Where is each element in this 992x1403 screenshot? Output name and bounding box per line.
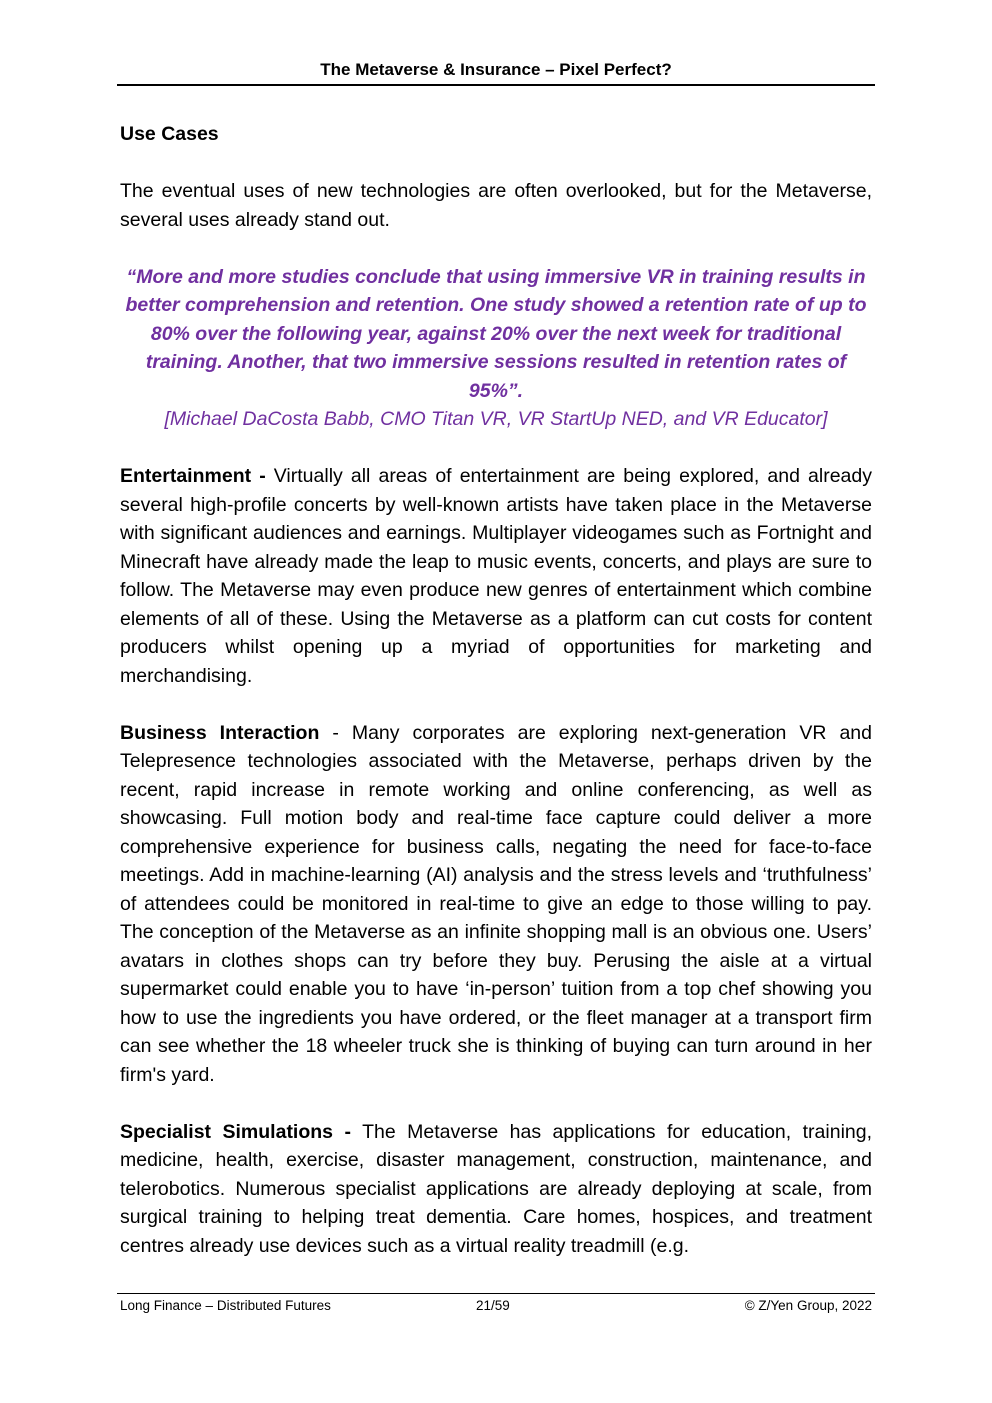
document-body	[120, 120, 872, 1289]
section-heading: Use Cases	[120, 123, 219, 145]
page-number: 21/59	[476, 1298, 510, 1313]
specialist-text: The Metaverse has applications for education, training, medicine, health, exercise, disaster management, construction, maintenance, and telerobotics. Numerous specialist applications are already deploying at scale, from surgical training to helping treat dementia. Care homes, hospices, and treatment centres already use devices such as a virtual reality treadmill (e.g.	[120, 1120, 873, 1257]
quote-attribution: [Michael DaCosta Babb, CMO Titan VR, VR StartUp NED, and VR Educator]	[164, 408, 828, 430]
footer-divider	[117, 1293, 875, 1294]
specialist-lead: Specialist Simulations -	[120, 1120, 351, 1143]
footer-publication: Long Finance – Distributed Futures	[120, 1298, 331, 1313]
specialist-paragraph	[120, 1118, 872, 1261]
page-header-title: The Metaverse & Insurance – Pixel Perfect?	[320, 60, 672, 79]
header-divider	[117, 84, 875, 86]
business-paragraph	[120, 719, 872, 1090]
pull-quote: “More and more studies conclude that using immersive VR in training results in better comprehension and retention. One study showed a retention rate of up to 80% over the following year, against 20% over the next week for traditional training. Another, that two immersive sessions resulted in retention rates of 95%”.	[125, 265, 867, 402]
business-text: - Many corporates are exploring next-generation VR and Telepresence technologies associated with the Metaverse, perhaps driven by the recent, rapid increase in remote working and online conferencing, as well as showcasing. Full motion body and real-time face capture could deliver a more comprehensive experience for business calls, negating the need for face-to-face meetings. Add in machine-learning (AI) analysis and the stress levels and ‘truthfulness’ of attendees could be monitored in real-time to give an edge to those willing to pay. The conception of the Metaverse as an infinite shopping mall is an obvious one. Users’ avatars in clothes shops can try before they buy. Perusing the aisle at a virtual supermarket could enable you to have ‘in-person’ tuition from a top chef showing you how to use the ingredients you have ordered, or the fleet manager at a transport firm can see whether the 18 wheeler truck she is thinking of buying can turn around in her firm's yard.	[120, 721, 872, 1086]
business-lead: Business Interaction	[120, 721, 320, 744]
entertainment-text: Virtually all areas of entertainment are being explored, and already several high-profile concerts by well-known artists have taken place in the Metaverse with significant audiences and earnings. Multiplayer videogames such as Fortnight and Minecraft have already made the leap to music events, concerts, and plays are sure to follow. The Metaverse may even produce new genres of entertainment which combine elements of all of these. Using the Metaverse as a platform can cut costs for content producers whilst opening up a myriad of opportunities for marketing and merchandising.	[120, 465, 872, 687]
intro-paragraph: The eventual uses of new technologies are often overlooked, but for the Metaverse, several uses already stand out.	[120, 180, 872, 231]
entertainment-paragraph	[120, 462, 872, 690]
entertainment-lead: Entertainment -	[120, 465, 266, 487]
footer-copyright: © Z/Yen Group, 2022	[744, 1298, 872, 1313]
